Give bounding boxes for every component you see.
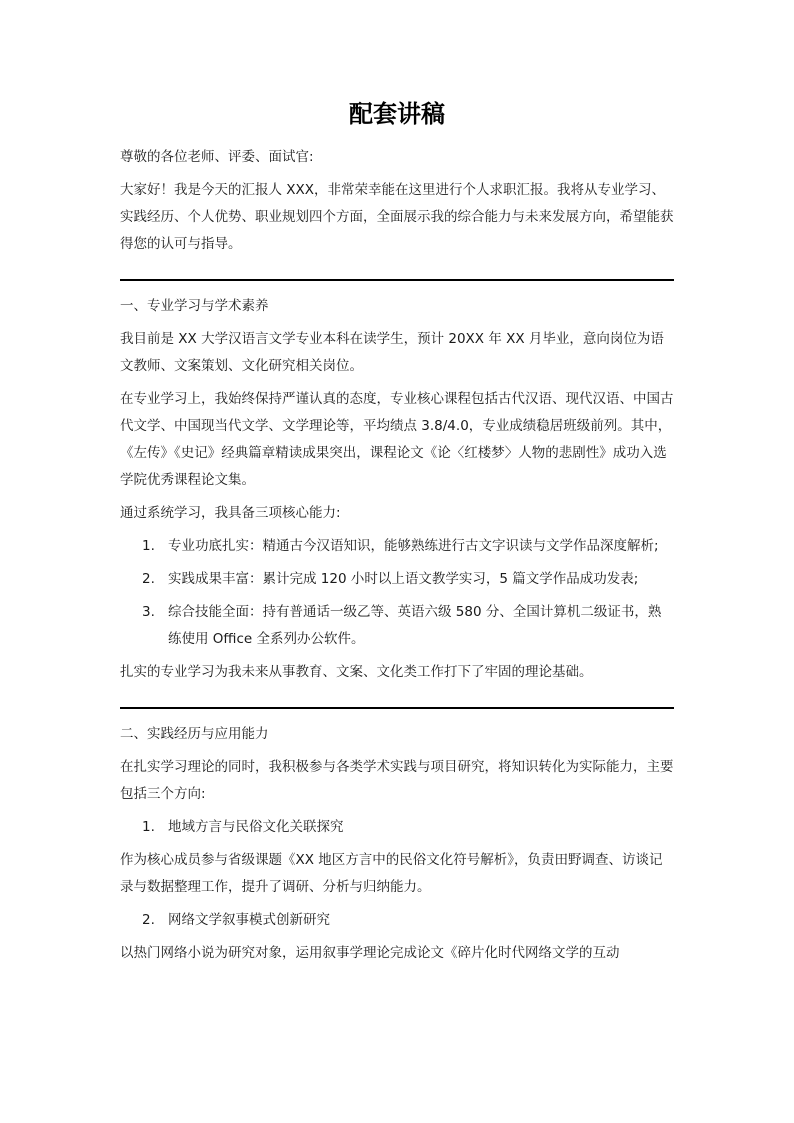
list-item [120,566,674,593]
paragraph: 在扎实学习理论的同时，我积极参与各类学术实践与项目研究，将知识转化为实际能力，主要包括三个方向: [120,759,674,802]
paragraph: 在专业学习上，我始终保持严谨认真的态度，专业核心课程包括古代汉语、现代汉语、中国古代文学、中国现当代文学、文学理论等，平均绩点 3.8/4.0，专业成绩稳居班级前列。其中，《左传》《史记》经典篇章精读成果突出，课程论文《论〈红楼梦〉人物的悲剧性》成功入选学院优秀课程论文集。 [120,391,674,488]
list-text: 网络文学叙事模式创新研究 [168,912,330,928]
list-item [120,907,674,934]
list-text: 专业功底扎实：精通古今汉语知识，能够熟练进行古文字识读与文学作品深度解析; [168,538,659,554]
paragraph: 以热门网络小说为研究对象，运用叙事学理论完成论文《碎片化时代网络文学的互动 [120,945,620,961]
list-text: 实践成果丰富：累计完成 120 小时以上语文教学实习，5 篇文学作品成功发表; [168,571,639,587]
list-number: 1. [142,819,155,835]
intro-paragraph: 大家好！我是今天的汇报人 XXX，非常荣幸能在这里进行个人求职汇报。我将从专业学习、实践经历、个人优势、职业规划四个方面，全面展示我的综合能力与未来发展方向，希望能获得您的认可与指导。 [120,182,674,252]
list-number: 2. [142,571,155,587]
list-number: 3. [142,604,155,620]
document-title: 配套讲稿 [349,100,445,128]
list-number: 2. [142,912,155,928]
section-heading-1: 一、专业学习与学术素养 [120,298,269,314]
paragraph: 通过系统学习，我具备三项核心能力: [120,505,341,521]
section-heading-2: 二、实践经历与应用能力 [120,726,269,742]
list-text: 地域方言与民俗文化关联探究 [168,819,344,835]
paragraph: 作为核心成员参与省级课题《XX 地区方言中的民俗文化符号解析》，负责田野调查、访谈记录与数据整理工作，提升了调研、分析与归纳能力。 [120,852,663,895]
paragraph: 扎实的专业学习为我未来从事教育、文案、文化类工作打下了牢固的理论基础。 [120,664,593,680]
section-divider [120,279,674,281]
section-divider [120,707,674,709]
list-text: 综合技能全面：持有普通话一级乙等、英语六级 580 分、全国计算机二级证书，熟练使用 Office 全系列办公软件。 [168,604,662,647]
salutation: 尊敬的各位老师、评委、面试官: [120,149,314,165]
paragraph: 我目前是 XX 大学汉语言文学专业本科在读学生，预计 20XX 年 XX 月毕业，意向岗位为语文教师、文案策划、文化研究相关岗位。 [120,331,664,374]
ability-list [120,533,674,653]
document-page [120,0,674,967]
list-item [120,814,674,841]
list-item [120,533,674,560]
list-number: 1. [142,538,155,554]
list-item [120,599,674,653]
